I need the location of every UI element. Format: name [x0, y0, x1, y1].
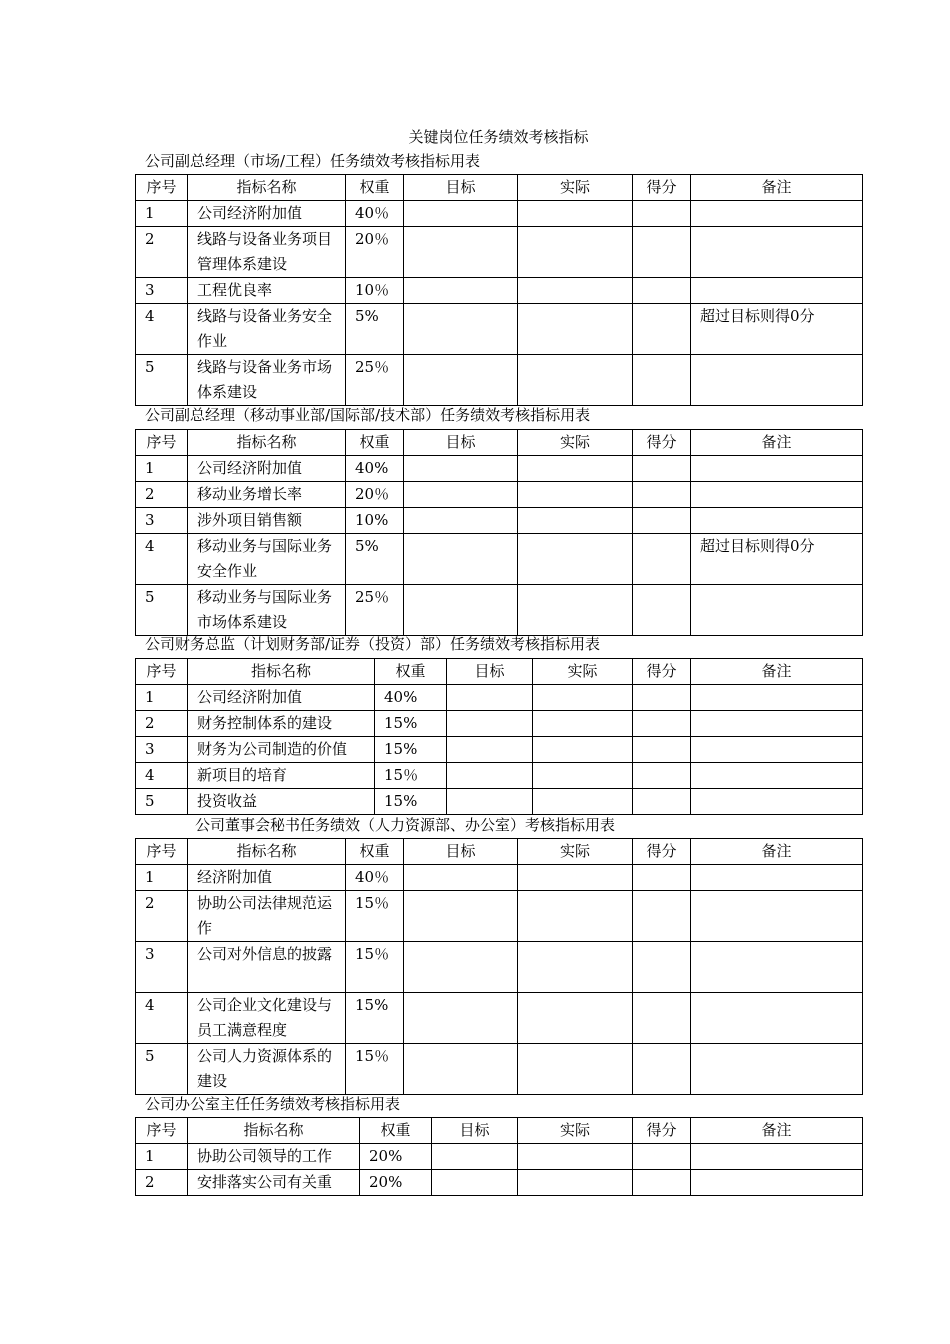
header-actual: 实际 — [518, 839, 633, 865]
cell-no: 5 — [136, 355, 188, 406]
header-score: 得分 — [633, 430, 691, 456]
header-no: 序号 — [136, 839, 188, 865]
cell-score — [633, 304, 691, 355]
cell-weight: 40％ — [346, 201, 404, 227]
cell-note — [691, 355, 863, 406]
cell-note — [691, 482, 863, 508]
table-row — [136, 1170, 863, 1196]
cell-actual — [518, 355, 633, 406]
cell-no: 1 — [136, 685, 188, 711]
cell-actual — [518, 1144, 633, 1170]
table-caption: 公司副总经理（市场/工程）任务绩效考核指标用表 — [145, 152, 481, 170]
cell-actual — [518, 456, 633, 482]
kpi-table — [135, 658, 863, 815]
header-actual: 实际 — [518, 1118, 633, 1144]
cell-score — [633, 789, 691, 815]
cell-note — [691, 711, 863, 737]
cell-no: 2 — [136, 711, 188, 737]
cell-no: 1 — [136, 201, 188, 227]
cell-weight: 15％ — [346, 891, 404, 942]
cell-actual — [518, 534, 633, 585]
table-caption: 公司副总经理（移动事业部/国际部/技术部）任务绩效考核指标用表 — [145, 406, 591, 424]
cell-score — [633, 891, 691, 942]
table-row — [136, 355, 863, 406]
cell-indicator-name: 线路与设备业务项目管理体系建设 — [188, 227, 346, 278]
table-row — [136, 711, 863, 737]
cell-no: 4 — [136, 763, 188, 789]
table-header-row — [136, 1118, 863, 1144]
cell-actual — [518, 891, 633, 942]
cell-note — [691, 1144, 863, 1170]
cell-target — [404, 355, 518, 406]
kpi-table — [135, 838, 863, 1095]
cell-indicator-name: 公司人力资源体系的建设 — [188, 1044, 346, 1095]
header-name: 指标名称 — [188, 1118, 360, 1144]
cell-indicator-name: 安排落实公司有关重 — [188, 1170, 360, 1196]
header-name: 指标名称 — [188, 839, 346, 865]
cell-target — [404, 456, 518, 482]
cell-target — [404, 201, 518, 227]
table-row — [136, 993, 863, 1044]
cell-indicator-name: 工程优良率 — [188, 278, 346, 304]
cell-no: 4 — [136, 534, 188, 585]
cell-no: 3 — [136, 508, 188, 534]
cell-indicator-name: 线路与设备业务市场体系建设 — [188, 355, 346, 406]
header-note: 备注 — [691, 1118, 863, 1144]
cell-score — [633, 1170, 691, 1196]
header-name: 指标名称 — [188, 175, 346, 201]
cell-score — [633, 201, 691, 227]
cell-indicator-name: 移动业务与国际业务市场体系建设 — [188, 585, 346, 636]
table-row — [136, 789, 863, 815]
cell-weight: 20% — [360, 1144, 432, 1170]
cell-score — [633, 1044, 691, 1095]
cell-score — [633, 227, 691, 278]
table-row — [136, 891, 863, 942]
cell-score — [633, 685, 691, 711]
header-note: 备注 — [691, 430, 863, 456]
cell-actual — [518, 942, 633, 993]
table-header-row — [136, 839, 863, 865]
table-row — [136, 278, 863, 304]
table-row — [136, 456, 863, 482]
table-caption: 公司财务总监（计划财务部/证券（投资）部）任务绩效考核指标用表 — [145, 635, 601, 653]
table-row — [136, 737, 863, 763]
table-caption: 公司董事会秘书任务绩效（人力资源部、办公室）考核指标用表 — [195, 816, 616, 834]
cell-score — [633, 1144, 691, 1170]
header-actual: 实际 — [518, 175, 633, 201]
header-weight: 权重 — [346, 175, 404, 201]
cell-indicator-name: 线路与设备业务安全作业 — [188, 304, 346, 355]
cell-actual — [518, 993, 633, 1044]
cell-score — [633, 993, 691, 1044]
table-row — [136, 763, 863, 789]
cell-score — [633, 355, 691, 406]
cell-no: 1 — [136, 865, 188, 891]
cell-target — [404, 1044, 518, 1095]
cell-no: 4 — [136, 993, 188, 1044]
header-note: 备注 — [691, 659, 863, 685]
table-row — [136, 1044, 863, 1095]
cell-indicator-name: 协助公司法律规范运作 — [188, 891, 346, 942]
cell-target — [447, 685, 533, 711]
cell-target — [404, 865, 518, 891]
table-row — [136, 482, 863, 508]
table-caption: 公司办公室主任任务绩效考核指标用表 — [145, 1095, 401, 1113]
cell-note — [691, 1044, 863, 1095]
cell-score — [633, 865, 691, 891]
cell-target — [404, 585, 518, 636]
cell-note — [691, 891, 863, 942]
header-target: 目标 — [447, 659, 533, 685]
cell-indicator-name: 公司经济附加值 — [188, 456, 346, 482]
cell-indicator-name: 财务控制体系的建设 — [188, 711, 375, 737]
header-actual: 实际 — [533, 659, 633, 685]
cell-score — [633, 534, 691, 585]
cell-no: 3 — [136, 737, 188, 763]
cell-note — [691, 737, 863, 763]
cell-target — [404, 482, 518, 508]
cell-no: 2 — [136, 1170, 188, 1196]
cell-no: 2 — [136, 227, 188, 278]
cell-note — [691, 278, 863, 304]
cell-target — [404, 508, 518, 534]
cell-no: 5 — [136, 585, 188, 636]
cell-indicator-name: 涉外项目销售额 — [188, 508, 346, 534]
table-row — [136, 304, 863, 355]
header-name: 指标名称 — [188, 659, 375, 685]
cell-weight: 40% — [375, 685, 447, 711]
header-actual: 实际 — [518, 430, 633, 456]
cell-weight: 20% — [360, 1170, 432, 1196]
header-weight: 权重 — [375, 659, 447, 685]
cell-score — [633, 711, 691, 737]
cell-no: 1 — [136, 1144, 188, 1170]
cell-target — [447, 737, 533, 763]
cell-actual — [533, 789, 633, 815]
cell-score — [633, 585, 691, 636]
cell-weight: 15% — [375, 711, 447, 737]
header-note: 备注 — [691, 175, 863, 201]
header-note: 备注 — [691, 839, 863, 865]
cell-actual — [533, 763, 633, 789]
table-header-row — [136, 659, 863, 685]
cell-actual — [518, 201, 633, 227]
cell-note — [691, 942, 863, 993]
cell-note — [691, 993, 863, 1044]
cell-actual — [518, 304, 633, 355]
cell-no: 4 — [136, 304, 188, 355]
cell-no: 3 — [136, 942, 188, 993]
cell-weight: 25％ — [346, 355, 404, 406]
cell-note — [691, 456, 863, 482]
kpi-table — [135, 174, 863, 406]
header-score: 得分 — [633, 1118, 691, 1144]
header-no: 序号 — [136, 1118, 188, 1144]
table-row — [136, 534, 863, 585]
cell-target — [447, 789, 533, 815]
table-row — [136, 227, 863, 278]
cell-actual — [533, 685, 633, 711]
cell-indicator-name: 投资收益 — [188, 789, 375, 815]
cell-indicator-name: 公司企业文化建设与员工满意程度 — [188, 993, 346, 1044]
cell-indicator-name: 公司经济附加值 — [188, 201, 346, 227]
cell-actual — [518, 278, 633, 304]
cell-weight: 15％ — [346, 1044, 404, 1095]
header-target: 目标 — [432, 1118, 518, 1144]
cell-note — [691, 585, 863, 636]
cell-actual — [518, 482, 633, 508]
header-weight: 权重 — [346, 430, 404, 456]
cell-target — [404, 304, 518, 355]
cell-weight: 10％ — [346, 278, 404, 304]
header-score: 得分 — [633, 175, 691, 201]
cell-indicator-name: 经济附加值 — [188, 865, 346, 891]
cell-actual — [518, 1170, 633, 1196]
table-row — [136, 508, 863, 534]
cell-weight: 20％ — [346, 482, 404, 508]
document-title: 关键岗位任务绩效考核指标 — [408, 128, 589, 146]
cell-note — [691, 685, 863, 711]
cell-actual — [518, 1044, 633, 1095]
cell-score — [633, 763, 691, 789]
cell-target — [432, 1144, 518, 1170]
header-weight: 权重 — [346, 839, 404, 865]
table-row — [136, 685, 863, 711]
cell-note: 超过目标则得0分 — [691, 534, 863, 585]
cell-no: 5 — [136, 1044, 188, 1095]
table-row — [136, 1144, 863, 1170]
header-weight: 权重 — [360, 1118, 432, 1144]
cell-target — [447, 711, 533, 737]
cell-no: 1 — [136, 456, 188, 482]
cell-note — [691, 201, 863, 227]
cell-score — [633, 278, 691, 304]
cell-no: 5 — [136, 789, 188, 815]
cell-target — [404, 534, 518, 585]
cell-weight: 15% — [375, 737, 447, 763]
cell-actual — [518, 508, 633, 534]
table-row — [136, 942, 863, 993]
cell-no: 2 — [136, 891, 188, 942]
cell-note — [691, 865, 863, 891]
cell-score — [633, 942, 691, 993]
cell-indicator-name: 财务为公司制造的价值 — [188, 737, 375, 763]
cell-note — [691, 763, 863, 789]
cell-note — [691, 508, 863, 534]
cell-indicator-name: 移动业务增长率 — [188, 482, 346, 508]
header-no: 序号 — [136, 175, 188, 201]
header-no: 序号 — [136, 659, 188, 685]
cell-indicator-name: 协助公司领导的工作 — [188, 1144, 360, 1170]
header-name: 指标名称 — [188, 430, 346, 456]
header-no: 序号 — [136, 430, 188, 456]
cell-no: 2 — [136, 482, 188, 508]
cell-indicator-name: 公司对外信息的披露 — [188, 942, 346, 993]
cell-note — [691, 789, 863, 815]
header-target: 目标 — [404, 430, 518, 456]
cell-target — [432, 1170, 518, 1196]
cell-indicator-name: 移动业务与国际业务安全作业 — [188, 534, 346, 585]
cell-target — [404, 993, 518, 1044]
table-row — [136, 865, 863, 891]
cell-no: 3 — [136, 278, 188, 304]
table-row — [136, 201, 863, 227]
cell-weight: 15% — [346, 993, 404, 1044]
cell-score — [633, 508, 691, 534]
cell-note — [691, 1170, 863, 1196]
cell-weight: 10% — [346, 508, 404, 534]
cell-score — [633, 737, 691, 763]
header-target: 目标 — [404, 839, 518, 865]
cell-weight: 40％ — [346, 865, 404, 891]
cell-target — [447, 763, 533, 789]
cell-actual — [518, 227, 633, 278]
cell-actual — [518, 865, 633, 891]
cell-note — [691, 227, 863, 278]
cell-weight: 15% — [375, 789, 447, 815]
header-score: 得分 — [633, 839, 691, 865]
cell-indicator-name: 新项目的培育 — [188, 763, 375, 789]
cell-weight: 15％ — [346, 942, 404, 993]
header-score: 得分 — [633, 659, 691, 685]
cell-actual — [533, 711, 633, 737]
table-header-row — [136, 430, 863, 456]
cell-score — [633, 456, 691, 482]
cell-target — [404, 278, 518, 304]
cell-indicator-name: 公司经济附加值 — [188, 685, 375, 711]
cell-weight: 40% — [346, 456, 404, 482]
cell-actual — [533, 737, 633, 763]
cell-actual — [518, 585, 633, 636]
cell-weight: 20％ — [346, 227, 404, 278]
kpi-table — [135, 429, 863, 636]
header-target: 目标 — [404, 175, 518, 201]
cell-target — [404, 891, 518, 942]
cell-score — [633, 482, 691, 508]
cell-weight: 15％ — [375, 763, 447, 789]
table-row — [136, 585, 863, 636]
cell-weight: 25％ — [346, 585, 404, 636]
cell-note: 超过目标则得0分 — [691, 304, 863, 355]
cell-weight: 5% — [346, 304, 404, 355]
kpi-table — [135, 1117, 863, 1196]
cell-weight: 5% — [346, 534, 404, 585]
cell-target — [404, 227, 518, 278]
table-header-row — [136, 175, 863, 201]
cell-target — [404, 942, 518, 993]
